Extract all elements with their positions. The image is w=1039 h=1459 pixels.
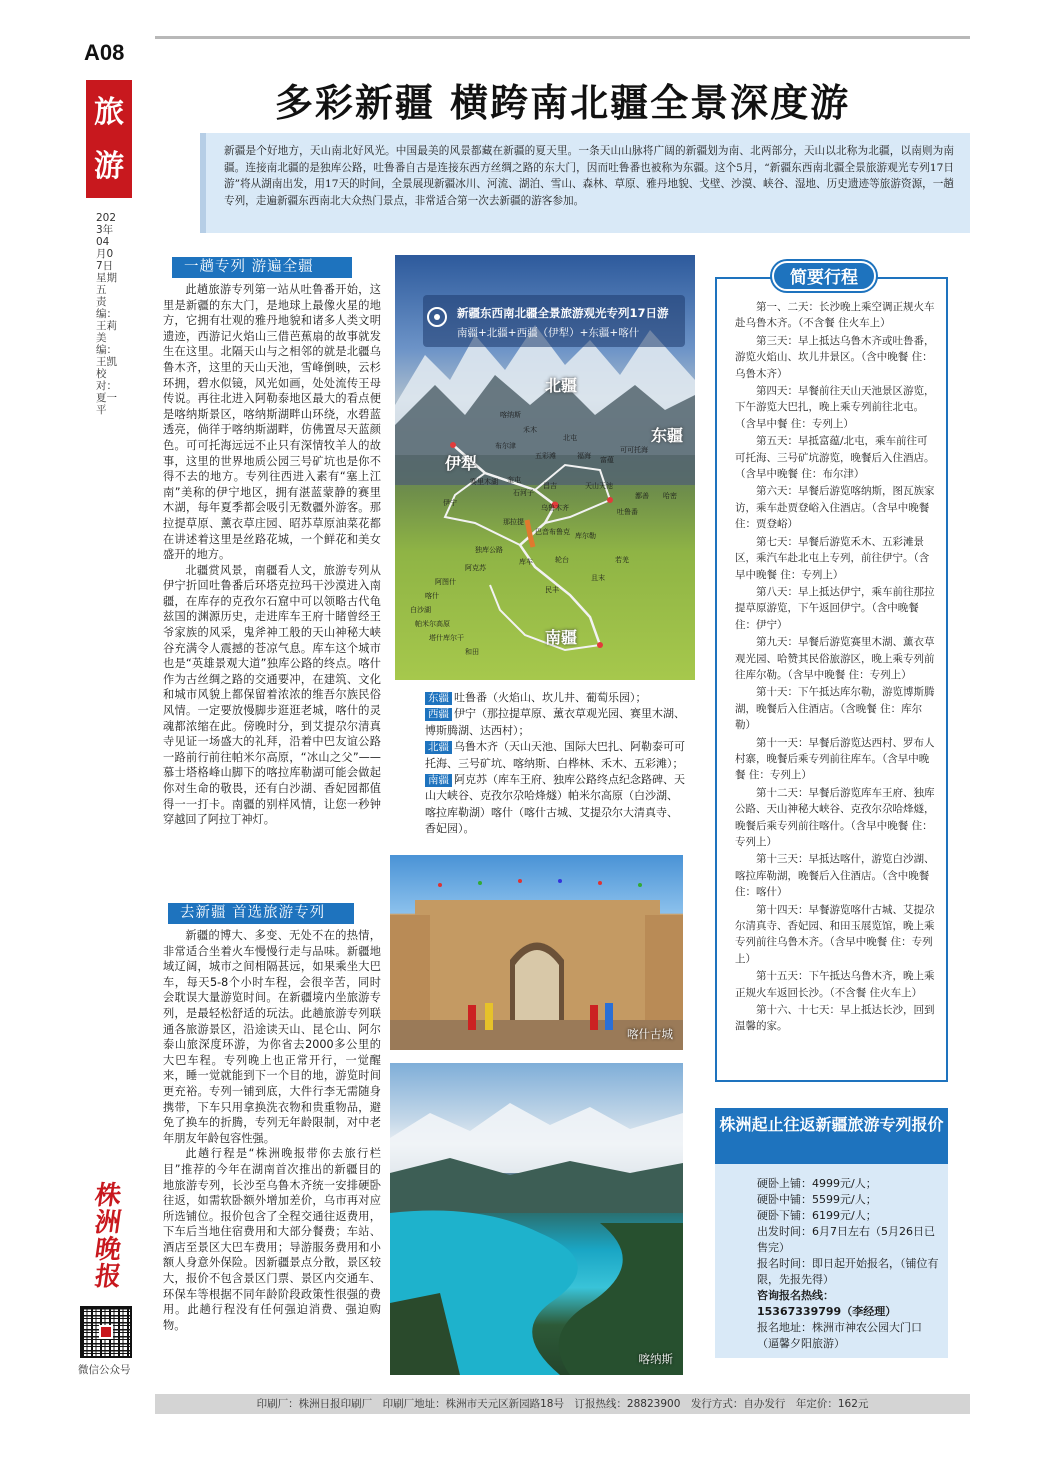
map-stop: 且末 bbox=[591, 574, 605, 582]
route-map bbox=[395, 255, 695, 680]
section-tab: 旅游 bbox=[86, 80, 132, 198]
map-title: 新疆东西南北疆全景旅游观光专列17日游 bbox=[457, 306, 669, 320]
section2-heading: 去新疆 首选旅游专列 bbox=[168, 903, 354, 924]
map-stop: 伊宁 bbox=[443, 499, 457, 507]
map-stop: 若羌 bbox=[615, 556, 629, 564]
pricing-box bbox=[715, 1164, 948, 1358]
photo-kashgar-art bbox=[390, 855, 683, 1050]
hotline-number: 15367339799（李经理） bbox=[757, 1305, 897, 1318]
signup-time: 报名时间：即日起开始报名，（铺位有限，先报先得） bbox=[757, 1257, 939, 1286]
map-stop: 奎屯 bbox=[507, 476, 521, 484]
map-stop: 可可托海 bbox=[620, 446, 648, 454]
region-south: 南疆 bbox=[545, 628, 578, 647]
map-stop: 轮台 bbox=[555, 556, 569, 564]
price-line: 硬卧上铺：4999元/人； bbox=[757, 1177, 877, 1190]
map-stop: 乌鲁木齐 bbox=[541, 504, 569, 512]
region-west: 伊犁 bbox=[445, 454, 478, 473]
legend-tag: 东疆 bbox=[425, 692, 452, 705]
map-stop: 石河子 bbox=[513, 489, 534, 497]
map-stop: 库尔勒 bbox=[575, 532, 596, 540]
destinations-legend bbox=[425, 690, 687, 838]
map-stop: 和田 bbox=[465, 648, 479, 656]
footer-imprint: 印刷厂：株洲日报印刷厂 印刷厂地址：株洲市天元区新园路18号 订报热线：28823900 发行方式：自办发行 年定价：162元 bbox=[155, 1394, 970, 1414]
map-stop: 阿克苏 bbox=[465, 564, 486, 572]
map-stop: 喀纳斯 bbox=[500, 411, 521, 419]
itinerary-day: 第三天：早上抵达乌鲁木齐或吐鲁番，游览火焰山、坎儿井景区。（含中晚餐 住：乌鲁木齐） bbox=[735, 334, 935, 380]
page-number: A08 bbox=[84, 40, 125, 65]
map-stop: 哈密 bbox=[663, 492, 677, 500]
legend-item bbox=[425, 690, 687, 706]
section1-paragraph: 北疆赏风景，南疆看人文，旅游专列从伊宁折回吐鲁番后环塔克拉玛干沙漠进入南疆，在库存的克孜尔石窟中可以领略古代龟兹国的渊源历史，走进库车王府十睹曾经王爷家族的风采，鬼斧神工般的天山神秘大峡谷充满令人震撼的苍凉气息。库车这个城市也是“英雄景观大道”独库公路的终点。喀什作为古丝绸之路的交通要冲，在建筑、文化和城市风貌上都保留着浓浓的维吾尔族民俗风情。一定要放慢脚步逛逛老城，喀什的灵魂都浓缩在此。傍晚时分，到艾提尕尔清真寺见证一场盛大的礼拜，沿着中巴友谊公路一路前行前往帕米尔高原，“冰山之父”——慕士塔格峰山脚下的喀拉库勒湖可能会做起你对生命的敬畏，还有白沙湖、香妃园都值得一一打卡。南疆的别样风情，让您一秒钟穿越回了阿拉丁神灯。 bbox=[163, 563, 381, 827]
photo1-caption: 喀什古城 bbox=[627, 1027, 673, 1041]
price-line: 硬卧下铺：6199元/人； bbox=[757, 1209, 877, 1222]
map-stop: 民丰 bbox=[545, 586, 559, 594]
legend-tag: 北疆 bbox=[425, 741, 452, 754]
price-line: 硬卧中铺：5599元/人； bbox=[757, 1193, 877, 1206]
itinerary-day: 第十六、十七天：早上抵达长沙，回到温馨的家。 bbox=[735, 1004, 935, 1033]
signup-address: 报名地址：株洲市神农公园大门口（逼馨夕阳旅游） bbox=[757, 1321, 922, 1350]
legend-item bbox=[425, 772, 687, 838]
section2-paragraph: 此趟行程是“株洲晚报带你去旅行栏目”推荐的今年在湖南首次推出的新疆目的地旅游专列，长沙至乌鲁木齐统一安排硬卧往返，如需软卧额外增加差价，乌市再对应所选铺位。报价包含了全程交通往返费用，下车后当地住宿费用和大部分餐费；车站、酒店至景区大巴车费用；导游服务费用和小额人身意外保险。因新疆景点分散，景区较大，报价不包含景区门票、景区内交通车、环保车等根据不同年龄阶段政策性很强的费用。此趟行程没有任何强迫消费、强迫购物。 bbox=[163, 1147, 381, 1332]
intro-box: 新疆是个好地方，天山南北好风光。中国最美的风景都藏在新疆的夏天里。一条天山山脉将广阔的新疆划为南、北两部分，天山以北称为北疆，以南则为南疆。连接南北疆的是独库公路，吐鲁番自古是连接东西方丝绸之路的东大门，因而吐鲁番也被称为东疆。这个5月，“新疆东西南北疆全景旅游观光专列17日游”将从湖南出发，用17天的时间，全景展现新疆冰川、河流、湖泊、雪山、森林、草原、雅丹地貌、戈壁、沙漠、峡谷、湿地、历史遗迹等旅游资源，一趟专列，走遍新疆东西南北大众热门景点，非常适合第一次去新疆的游客参加。 bbox=[200, 133, 970, 233]
map-stop: 北屯 bbox=[563, 434, 577, 442]
itinerary-box bbox=[715, 277, 948, 1082]
map-stop: 布尔津 bbox=[495, 442, 516, 450]
section1-heading: 一趟专列 游遍全疆 bbox=[172, 257, 352, 278]
qr-label: 微信公众号 bbox=[78, 1364, 131, 1376]
map-stop: 昌吉 bbox=[543, 482, 557, 490]
legend-item bbox=[425, 739, 687, 772]
map-stop: 吐鲁番 bbox=[617, 508, 638, 516]
newspaper-logo: 株 洲 晚 报 bbox=[92, 1180, 124, 1292]
map-stop: 禾木 bbox=[523, 426, 537, 434]
legend-text: 吐鲁番（火焰山、坎儿井、葡萄乐园）； bbox=[454, 691, 647, 704]
itinerary-day: 第四天：早餐前往天山天池景区游览，下午游览大巴扎，晚上乘专列前往北屯。（含早中餐 住：专列上） bbox=[735, 385, 935, 430]
photo2-caption: 喀纳斯 bbox=[638, 1352, 673, 1366]
legend-item bbox=[425, 706, 687, 739]
map-stop: 帕米尔高原 bbox=[415, 620, 450, 628]
legend-text: 伊宁（那拉提草原、薰衣草观光园、赛里木湖、博斯腾湖、达西村）； bbox=[425, 707, 685, 737]
map-stop: 阿图什 bbox=[435, 578, 456, 586]
qr-center-mark bbox=[99, 1325, 113, 1339]
itinerary-day: 第七天：早餐后游览禾木、五彩滩景区，乘汽车赴北屯上专列，前往伊宁。（含早中晚餐 住：专列上） bbox=[735, 535, 930, 581]
map-stop: 赛里木湖 bbox=[470, 478, 498, 486]
top-rule bbox=[155, 36, 970, 39]
map-stop: 喀什 bbox=[425, 592, 439, 600]
section2-body bbox=[163, 928, 381, 1333]
dateline: 2023年04月07日 星期五 责编：王莉 美编：王凯 校对：夏一平 bbox=[96, 212, 117, 416]
map-subtitle: 南疆+北疆+西疆（伊犁）+东疆+喀什 bbox=[457, 327, 640, 339]
map-stop: 富蕴 bbox=[600, 456, 614, 464]
itinerary-day: 第十三天：早抵达喀什，游览白沙湖、喀拉库勒湖，晚餐后入住酒店。（含中晚餐 住：喀什） bbox=[735, 853, 935, 899]
map-stop: 塔什库尔干 bbox=[429, 634, 464, 642]
photo-kanas-art bbox=[390, 1063, 683, 1375]
map-stop: 天山天池 bbox=[585, 482, 613, 490]
legend-tag: 南疆 bbox=[425, 774, 452, 787]
itinerary-day: 第一、二天：长沙晚上乘空调正规火车赴乌鲁木齐。（不含餐 住火车上） bbox=[735, 301, 935, 330]
departure-time: 出发时间：6月7日左右（5月26日已售完） bbox=[757, 1225, 935, 1254]
map-stop: 那拉提 bbox=[503, 518, 524, 526]
itinerary-day: 第十二天：早餐后游览库车王府、独库公路、天山神秘大峡谷、克孜尔尕哈烽燧，晚餐后乘专列前往喀什。（含早中晚餐 住：专列上） bbox=[735, 786, 935, 848]
map-stop: 独库公路 bbox=[475, 546, 503, 554]
itinerary-heading: 简要行程 bbox=[772, 261, 876, 291]
itinerary-day: 第十四天：早餐游览喀什古城、艾提尕尔清真寺、香妃园、和田玉展览馆，晚上乘专列前往乌鲁木齐。（含早中晚餐 住：专列上） bbox=[735, 903, 935, 965]
itinerary-day: 第六天：早餐后游览喀纳斯，图瓦族家访，乘车赴贾登峪入住酒店。（含早中晚餐 住：贾登峪） bbox=[735, 485, 935, 531]
legend-text: 阿克苏（库车王府、独库公路终点纪念路碑、天山大峡谷、克孜尔尕哈烽燧）帕米尔高原（白沙湖、喀拉库勒湖）喀什（喀什古城、艾提尕尔大清真寺、香妃园）。 bbox=[425, 773, 685, 836]
itinerary-day: 第九天：早餐后游览赛里木湖、薰衣草观光园、哈赞其民俗旅游区，晚上乘专列前往库尔勒。（含早中晚餐 住：专列上） bbox=[735, 636, 935, 681]
itinerary-day: 第十五天：下午抵达乌鲁木齐，晚上乘正规火车返回长沙。（不含餐 住火车上） bbox=[735, 970, 935, 999]
legend-text: 乌鲁木齐（天山天池、国际大巴扎、阿勒泰可可托海、三号矿坑、喀纳斯、白桦林、禾木、五彩滩）； bbox=[425, 740, 685, 770]
legend-tag: 西疆 bbox=[425, 708, 452, 721]
headline: 多彩新疆 横跨南北疆全景深度游 bbox=[274, 81, 851, 125]
photo-kanas-lake bbox=[390, 1063, 683, 1375]
map-stop: 鄯善 bbox=[635, 492, 649, 500]
itinerary-day: 第十一天：早餐后游览达西村、罗布人村寨，晚餐后乘专列前往库车。（含早中晚餐 住：专列上） bbox=[735, 736, 935, 782]
itinerary-day: 第五天：早抵富蕴/北屯，乘车前往可可托海、三号矿坑游览，晚餐后入住酒店。（含早中晚餐 住：布尔津） bbox=[735, 435, 935, 481]
pricing-heading: 株洲起止往返新疆旅游专列报价 bbox=[715, 1108, 948, 1164]
region-north: 北疆 bbox=[545, 376, 578, 395]
map-stop: 福海 bbox=[577, 452, 591, 460]
photo-kashgar-old-city bbox=[390, 855, 683, 1050]
map-stop: 五彩滩 bbox=[535, 452, 556, 460]
section2-paragraph: 新疆的博大、多变、无处不在的热情，非常适合坐着火车慢慢行走与品味。新疆地域辽阔，城市之间相隔甚远，如果乘坐大巴车，每天5-8个小时车程，会很辛苦，同时会耽误大量游览时间。在新疆境内坐旅游专列，是最轻松舒适的玩法。此趟旅游专列联通各旅游景区，沿途读天山、昆仑山、阿尔泰山旅深度环游，为你省去2000多公里的大巴车程。专列晚上也正常开行，一觉醒来，睡一觉就能到下一个目的地，游览时间更充裕。专列一铺到底，大件行李无需随身携带，下车只用拿换洗衣物和贵重物品，避免了换车的折腾，专列无年龄限制，对中老年朋友年龄包容性强。 bbox=[163, 929, 381, 1145]
itinerary-day: 第十天：下午抵达库尔勒，游览博斯腾湖，晚餐后入住酒店。（含晚餐 住：库尔勒） bbox=[735, 686, 935, 732]
itinerary-day: 第八天：早上抵达伊宁，乘车前往那拉提草原游览，下午返回伊宁。（含中晚餐 住：伊宁） bbox=[735, 585, 935, 631]
section1-body bbox=[163, 282, 381, 828]
region-east: 东疆 bbox=[651, 426, 684, 445]
hotline-label: 咨询报名热线： bbox=[757, 1289, 834, 1302]
map-stop: 库车 bbox=[519, 558, 533, 566]
section1-paragraph: 此趟旅游专列第一站从吐鲁番开始，这里是新疆的东大门，是地球上最像火星的地方，它拥有壮观的雅丹地貌和诸多人类文明遗迹，西游记火焰山三借芭蕉扇的故事就发生在这里。北隔天山与之相邻的就是北疆乌鲁木齐，这里的天山天池，雪峰倒映，云杉环拥，碧水似镜，风光如画，处处流传王母传说。再往北进入阿勒泰地区最大的看点便是喀纳斯景区，喀纳斯湖畔山环绕，水碧蓝透亮，倘徉于喀纳斯湖畔，仿佛置尽天蓝颜色。可可托海远远不止只有深情牧羊人的故事，这里的世界地质公园三号矿坑也是你不得不去的地方。专列往西进入素有“塞上江南”美称的伊宁地区，拥有湛蓝蒙静的赛里木湖，每年夏季都会吸引无数疆外游客。那拉提草原、薰衣草庄园、昭苏草原油菜花都在讲述着这里是丝路花城，一个鲜花和美女盛开的地方。 bbox=[163, 283, 381, 562]
map-stop: 巴音布鲁克 bbox=[535, 528, 570, 536]
map-stop: 白沙湖 bbox=[410, 606, 431, 614]
